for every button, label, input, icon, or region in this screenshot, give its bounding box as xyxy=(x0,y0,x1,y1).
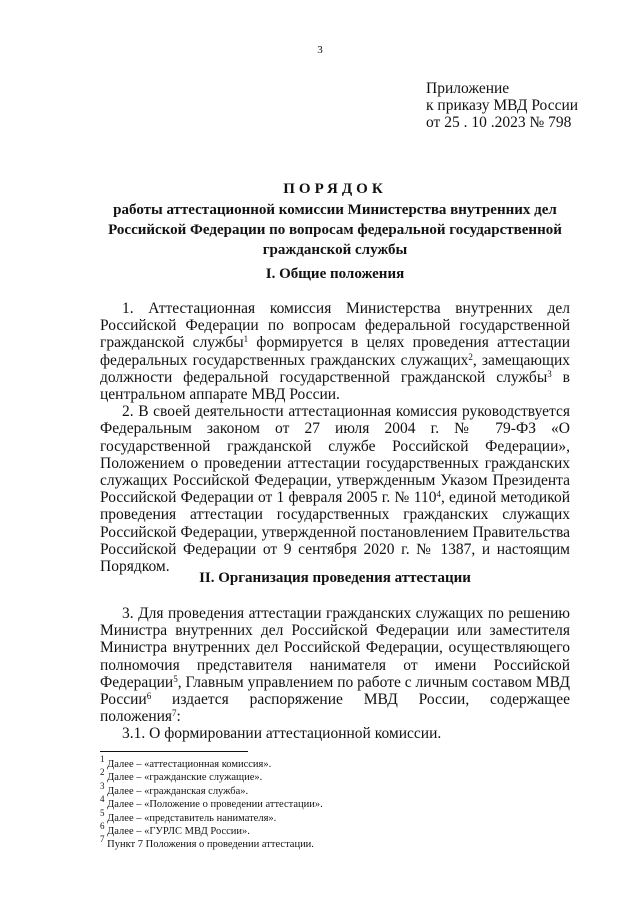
appendix-line-1: Приложение xyxy=(426,80,510,97)
footnote-item: $^5$ Далее – «представитель нанимателя». xyxy=(100,807,277,824)
paragraph-1: 1. Аттестационная комиссия Министерства внутренних дел Российской Федерации по вопросам федеральной государственной гражданской службы$^1$ формируется в целях проведения аттестации федеральных государственных гражданских служащих$^2$, замещающих должности федеральной государственной гражданской службы$^3$ в центральном аппарате МВД России. xyxy=(100,300,571,404)
footnote-ref-1: 1 xyxy=(243,334,249,345)
paragraph-3-1: 3.1. О формировании аттестационной комиссии. xyxy=(122,725,442,743)
footnote-item: $^7$ Пункт 7 Положения о проведении аттестации. xyxy=(100,834,314,851)
footnote-ref-2: 2 xyxy=(468,351,473,362)
paragraph-2: 2. В своей деятельности аттестационная комиссия руководствуется Федеральным законом от 27 июля 2004 г. № 79-ФЗ «О государственной гражданской службе Российской Федерации», Положением о проведении аттестации государственных гражданских служащих Российской Федерации, утвержденным Указом Президента Российской Федерации от 1 февраля 2005 г. № $110^4$, единой методикой проведения аттестации государственных гражданских служащих Российской Федерации, утвержденной постановлением Правительства Российской Федерации от 9 сентября 2020 г. № 1387, и настоящим Порядком. xyxy=(100,403,570,576)
document-title: ПОРЯДОК xyxy=(283,181,387,197)
document-subtitle: работы аттестационной комиссии Министерства внутренних дел Российской Федерации по вопросам федеральной государственной гражданской службы xyxy=(108,202,562,258)
footnote-item: $^6$ Далее – «ГУРЛС МВД России». xyxy=(100,821,250,838)
section-2-body xyxy=(100,605,570,743)
footnote-ref-5: 5 xyxy=(173,673,178,684)
footnote-item: $^4$ Далее – «Положение о проведении аттестации». xyxy=(100,794,323,811)
appendix-line-2: к приказу МВД России xyxy=(426,97,579,114)
footnote-ref-7: 7 xyxy=(172,708,177,719)
footnote-ref-6: 6 xyxy=(146,691,152,702)
footnote-item: $^3$ Далее – «гражданская служба». xyxy=(100,780,249,797)
footnote-item: $^1$ Далее – «аттестационная комиссия». xyxy=(100,754,272,770)
footnotes xyxy=(100,754,323,852)
section-2-heading: II. Организация проведения аттестации xyxy=(199,570,471,586)
footnote-ref-4: 4 xyxy=(436,489,441,500)
paragraph-3: 3. Для проведения аттестации гражданских служащих по решению Министра внутренних дел Российской Федерации или заместителя Министра внутренних дел Российской Федерации, осуществляющего полномочия представителя нанимателя от имени Российской Федерации$^5$, Главным управлением по работе с личным составом МВД России$^6$ издается распоряжение МВД России, содержащее положения$^7$: xyxy=(100,605,570,726)
footnote-separator xyxy=(100,751,248,752)
appendix-block xyxy=(426,80,578,131)
page-number: 3 xyxy=(317,44,323,56)
section-1-body xyxy=(100,300,570,575)
section-1-heading: I. Общие положения xyxy=(265,266,405,282)
footnote-item: $^2$ Далее – «гражданские служащие». xyxy=(100,767,263,784)
appendix-line-3: от 25 . 10 .2023 № 798 xyxy=(426,114,572,131)
footnote-ref-3: 3 xyxy=(547,368,552,379)
